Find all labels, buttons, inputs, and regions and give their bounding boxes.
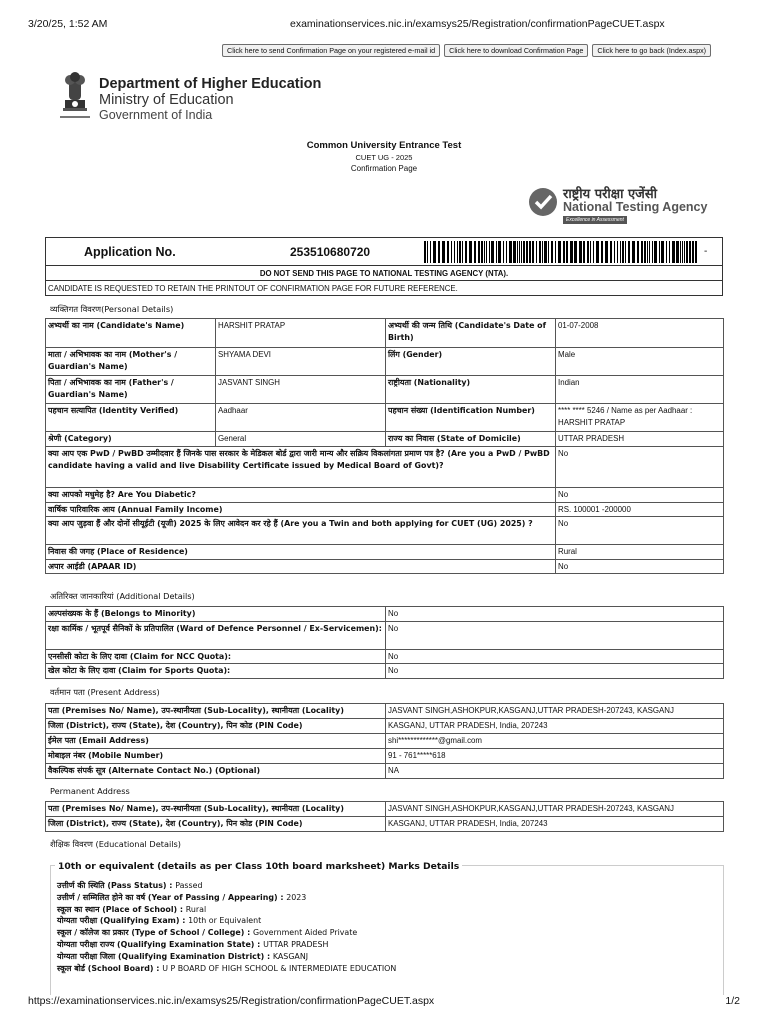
field-label: श्रेणी (Category) [46,432,216,447]
table-row [46,447,724,488]
table-row [46,718,724,733]
field-value: UTTAR PRADESH [556,432,724,447]
table-row [46,649,724,664]
field-value: No [556,447,724,488]
page-number: 1/2 [725,995,740,1007]
field-value: Rural [556,545,724,560]
field-value: No [386,649,724,664]
field-label: क्या आप जुड़वा हैं और दोनों सीयूईटी (यूजी) 2025 के लिए आवेदन कर रहे हैं (Are you a Twin and both applying for CUET (UG) 2025) ? [46,517,556,545]
field-label: वैकल्पिक संपर्क सूत्र (Alternate Contact No.) (Optional) [46,763,386,778]
present-address-table [45,703,724,779]
detail-value: Passed [175,881,203,890]
table-row [46,733,724,748]
application-number: 253510680720 [290,244,371,259]
ministry-name: Ministry of Education [99,92,234,108]
field-value: Aadhaar [216,404,386,432]
table-row [46,763,724,778]
detail-label: योग्यता परीक्षा (Qualifying Exam) : [57,916,189,926]
field-label: माता / अभिभावक का नाम (Mother's / Guardian's Name) [46,348,216,376]
list-item [57,927,396,939]
table-row [46,559,724,574]
field-value: **** **** 5246 / Name as per Aadhaar : HARSHIT PRATAP [556,404,724,432]
field-value: HARSHIT PRATAP [216,319,386,348]
field-value: RS. 100001 -200000 [556,502,724,517]
field-label: पता (Premises No/ Name), उप-स्थानीयता (Sub-Locality), स्थानीयता (Locality) [46,704,386,719]
field-label: अभ्यर्थी का नाम (Candidate's Name) [46,319,216,348]
application-number-box [45,237,723,266]
send-email-button[interactable]: Click here to send Confirmation Page on your registered e-mail id [222,44,440,57]
table-row [46,488,724,503]
field-label: क्या आपको मधुमेह है? Are You Diabetic? [46,488,556,503]
detail-value: 10th or Equivalent [188,916,262,926]
table-row [46,817,724,832]
detail-value: U P BOARD OF HIGH SCHOOL & INTERMEDIATE EDUCATION [162,963,397,973]
field-value: No [386,621,724,649]
nta-tagline: Excellence in Assessment [563,216,627,224]
table-row [46,348,724,376]
table-row [46,404,724,432]
list-item [57,939,396,951]
field-label: जिला (District), राज्य (State), देश (Country), पिन कोड (PIN Code) [46,817,386,832]
field-label: क्या आप एक PwD / PwBD उम्मीदवार हैं जिनके पास सरकार के मेडिकल बोर्ड द्वारा जारी मान्य और सक्रिय विकलांगता प्रमाण पत्र है? (Are you a PwD / PwBD candidate having a valid and live Disability Certificate issued by Medical Board of Govt)? [46,447,556,488]
field-label: अपार आईडी (APAAR ID) [46,559,556,574]
download-confirmation-button[interactable]: Click here to download Confirmation Page [444,44,588,57]
table-row [46,545,724,560]
field-label: मोबाइल नंबर (Mobile Number) [46,748,386,763]
field-value: No [556,488,724,503]
detail-label: स्कूल का स्थान (Place of School) : [57,904,186,914]
list-item [57,915,396,927]
barcode-icon [424,241,698,263]
field-value: No [386,664,724,679]
nta-check-icon [527,186,559,218]
table-row [46,704,724,719]
field-value: KASGANJ, UTTAR PRADESH, India, 207243 [386,718,724,733]
detail-value: UTTAR PRADESH [263,939,329,949]
field-label: लिंग (Gender) [386,348,556,376]
page-title: Confirmation Page [350,164,418,173]
marks-details-title: 10th or equivalent (details as per Class 10th board marksheet) Marks Details [55,861,462,872]
field-value: Male [556,348,724,376]
field-value: Indian [556,376,724,404]
detail-value: Rural [185,904,207,914]
marks-details-list [57,880,396,974]
personal-details-heading: व्यक्तिगत विवरण(Personal Details) [50,304,174,314]
nta-logo [527,186,727,226]
department-block [99,76,321,123]
table-row [46,502,724,517]
exam-title: Common University Entrance Test [306,140,462,151]
detail-label: स्कूल बोर्ड (School Board) : [57,963,163,973]
table-row [46,319,724,348]
table-row [46,517,724,545]
detail-label: उत्तीर्ण / सम्मिलित होने का वर्ष (Year of Passing / Appearing) : [57,892,287,902]
nta-english-name: National Testing Agency [563,200,708,214]
application-suffix: - [704,246,708,257]
print-datetime: 3/20/25, 1:52 AM [28,18,108,30]
table-row [46,664,724,679]
field-value: General [216,432,386,447]
table-row [46,376,724,404]
detail-label: योग्यता परीक्षा जिला (Qualifying Examination District) : [57,951,273,961]
detail-label: उत्तीर्ण की स्थिति (Pass Status) : [57,881,176,890]
field-label: खेल कोटा के लिए दावा (Claim for Sports Quota): [46,664,386,679]
table-row [46,432,724,447]
field-value: 01-07-2008 [556,319,724,348]
field-label: अल्पसंख्यक के हैं (Belongs to Minority) [46,607,386,622]
field-value: shi*************@gmail.com [386,733,724,748]
department-name: Department of Higher Education [99,76,322,92]
nta-hindi-name: राष्ट्रीय परीक्षा एजेंसी [563,187,657,202]
field-label: राज्य का निवास (State of Domicile) [386,432,556,447]
field-value: JASVANT SINGH,ASHOKPUR,KASGANJ,UTTAR PRADESH-207243, KASGANJ [386,802,724,817]
print-url: examinationservices.nic.in/examsys25/Registration/confirmationPageCUET.aspx [290,18,665,30]
national-emblem-icon [56,72,94,124]
field-label: पहचान सत्यापित (Identity Verified) [46,404,216,432]
field-label: वार्षिक पारिवारिक आय (Annual Family Income) [46,502,556,517]
detail-value: Government Aided Private [253,928,358,938]
detail-label: स्कूल / कॉलेज का प्रकार (Type of School / College) : [57,928,254,938]
table-row [46,607,724,622]
list-item [57,963,396,975]
detail-label: योग्यता परीक्षा राज्य (Qualifying Examination State) : [57,939,264,949]
field-value: NA [386,763,724,778]
list-item [57,951,396,963]
list-item [57,892,396,904]
notice-do-not-send: DO NOT SEND THIS PAGE TO NATIONAL TESTING AGENCY (NTA). [46,266,722,281]
notice-box [45,266,723,296]
additional-details-table [45,606,724,679]
exam-title-block [0,139,768,175]
list-item [57,904,396,916]
table-row [46,748,724,763]
field-value: KASGANJ, UTTAR PRADESH, India, 207243 [386,817,724,832]
action-buttons [222,44,711,57]
educational-details-heading: शैक्षिक विवरण (Educational Details) [50,839,181,849]
field-label: निवास की जगह (Place of Residence) [46,545,556,560]
field-value: JASVANT SINGH [216,376,386,404]
field-label: रक्षा कार्मिक / भूतपूर्व सैनिकों के प्रतिपालित (Ward of Defence Personnel / Ex-Servicemen): [46,621,386,649]
personal-details-table [45,318,724,574]
additional-details-heading: अतिरिक्त जानकारियां (Additional Details) [50,591,195,601]
government-name: Government of India [99,108,213,122]
exam-subtitle: CUET UG - 2025 [355,153,413,162]
field-label: अभ्यर्थी की जन्म तिथि (Candidate's Date of Birth) [386,319,556,348]
present-address-heading: वर्तमान पता (Present Address) [50,687,160,697]
field-label: पहचान संख्या (Identification Number) [386,404,556,432]
table-row [46,802,724,817]
detail-value: 2023 [286,892,307,902]
field-label: पता (Premises No/ Name), उप-स्थानीयता (Sub-Locality), स्थानीयता (Locality) [46,802,386,817]
application-label: Application No. [84,244,176,259]
field-label: एनसीसी कोटा के लिए दावा (Claim for NCC Quota): [46,649,386,664]
field-label: जिला (District), राज्य (State), देश (Country), पिन कोड (PIN Code) [46,718,386,733]
print-footer [28,995,740,1009]
notice-retain-printout: CANDIDATE IS REQUESTED TO RETAIN THE PRINTOUT OF CONFIRMATION PAGE FOR FUTURE REFERENCE. [48,284,458,293]
field-value: No [556,559,724,574]
list-item [57,880,396,892]
field-label: ईमेल पता (Email Address) [46,733,386,748]
field-value: No [556,517,724,545]
field-label: राष्ट्रीयता (Nationality) [386,376,556,404]
field-value: SHYAMA DEVI [216,348,386,376]
field-value: 91 - 761*****618 [386,748,724,763]
footer-url: https://examinationservices.nic.in/examsys25/Registration/confirmationPageCUET.aspx [28,995,435,1007]
field-label: पिता / अभिभावक का नाम (Father's / Guardian's Name) [46,376,216,404]
go-back-button[interactable]: Click here to go back (Index.aspx) [592,44,711,57]
field-value: JASVANT SINGH,ASHOKPUR,KASGANJ,UTTAR PRADESH-207243, KASGANJ [386,704,724,719]
permanent-address-heading: Permanent Address [50,786,130,796]
table-row [46,621,724,649]
field-value: No [386,607,724,622]
detail-value: KASGANJ [272,951,309,961]
permanent-address-table [45,801,724,832]
print-header [28,18,740,32]
